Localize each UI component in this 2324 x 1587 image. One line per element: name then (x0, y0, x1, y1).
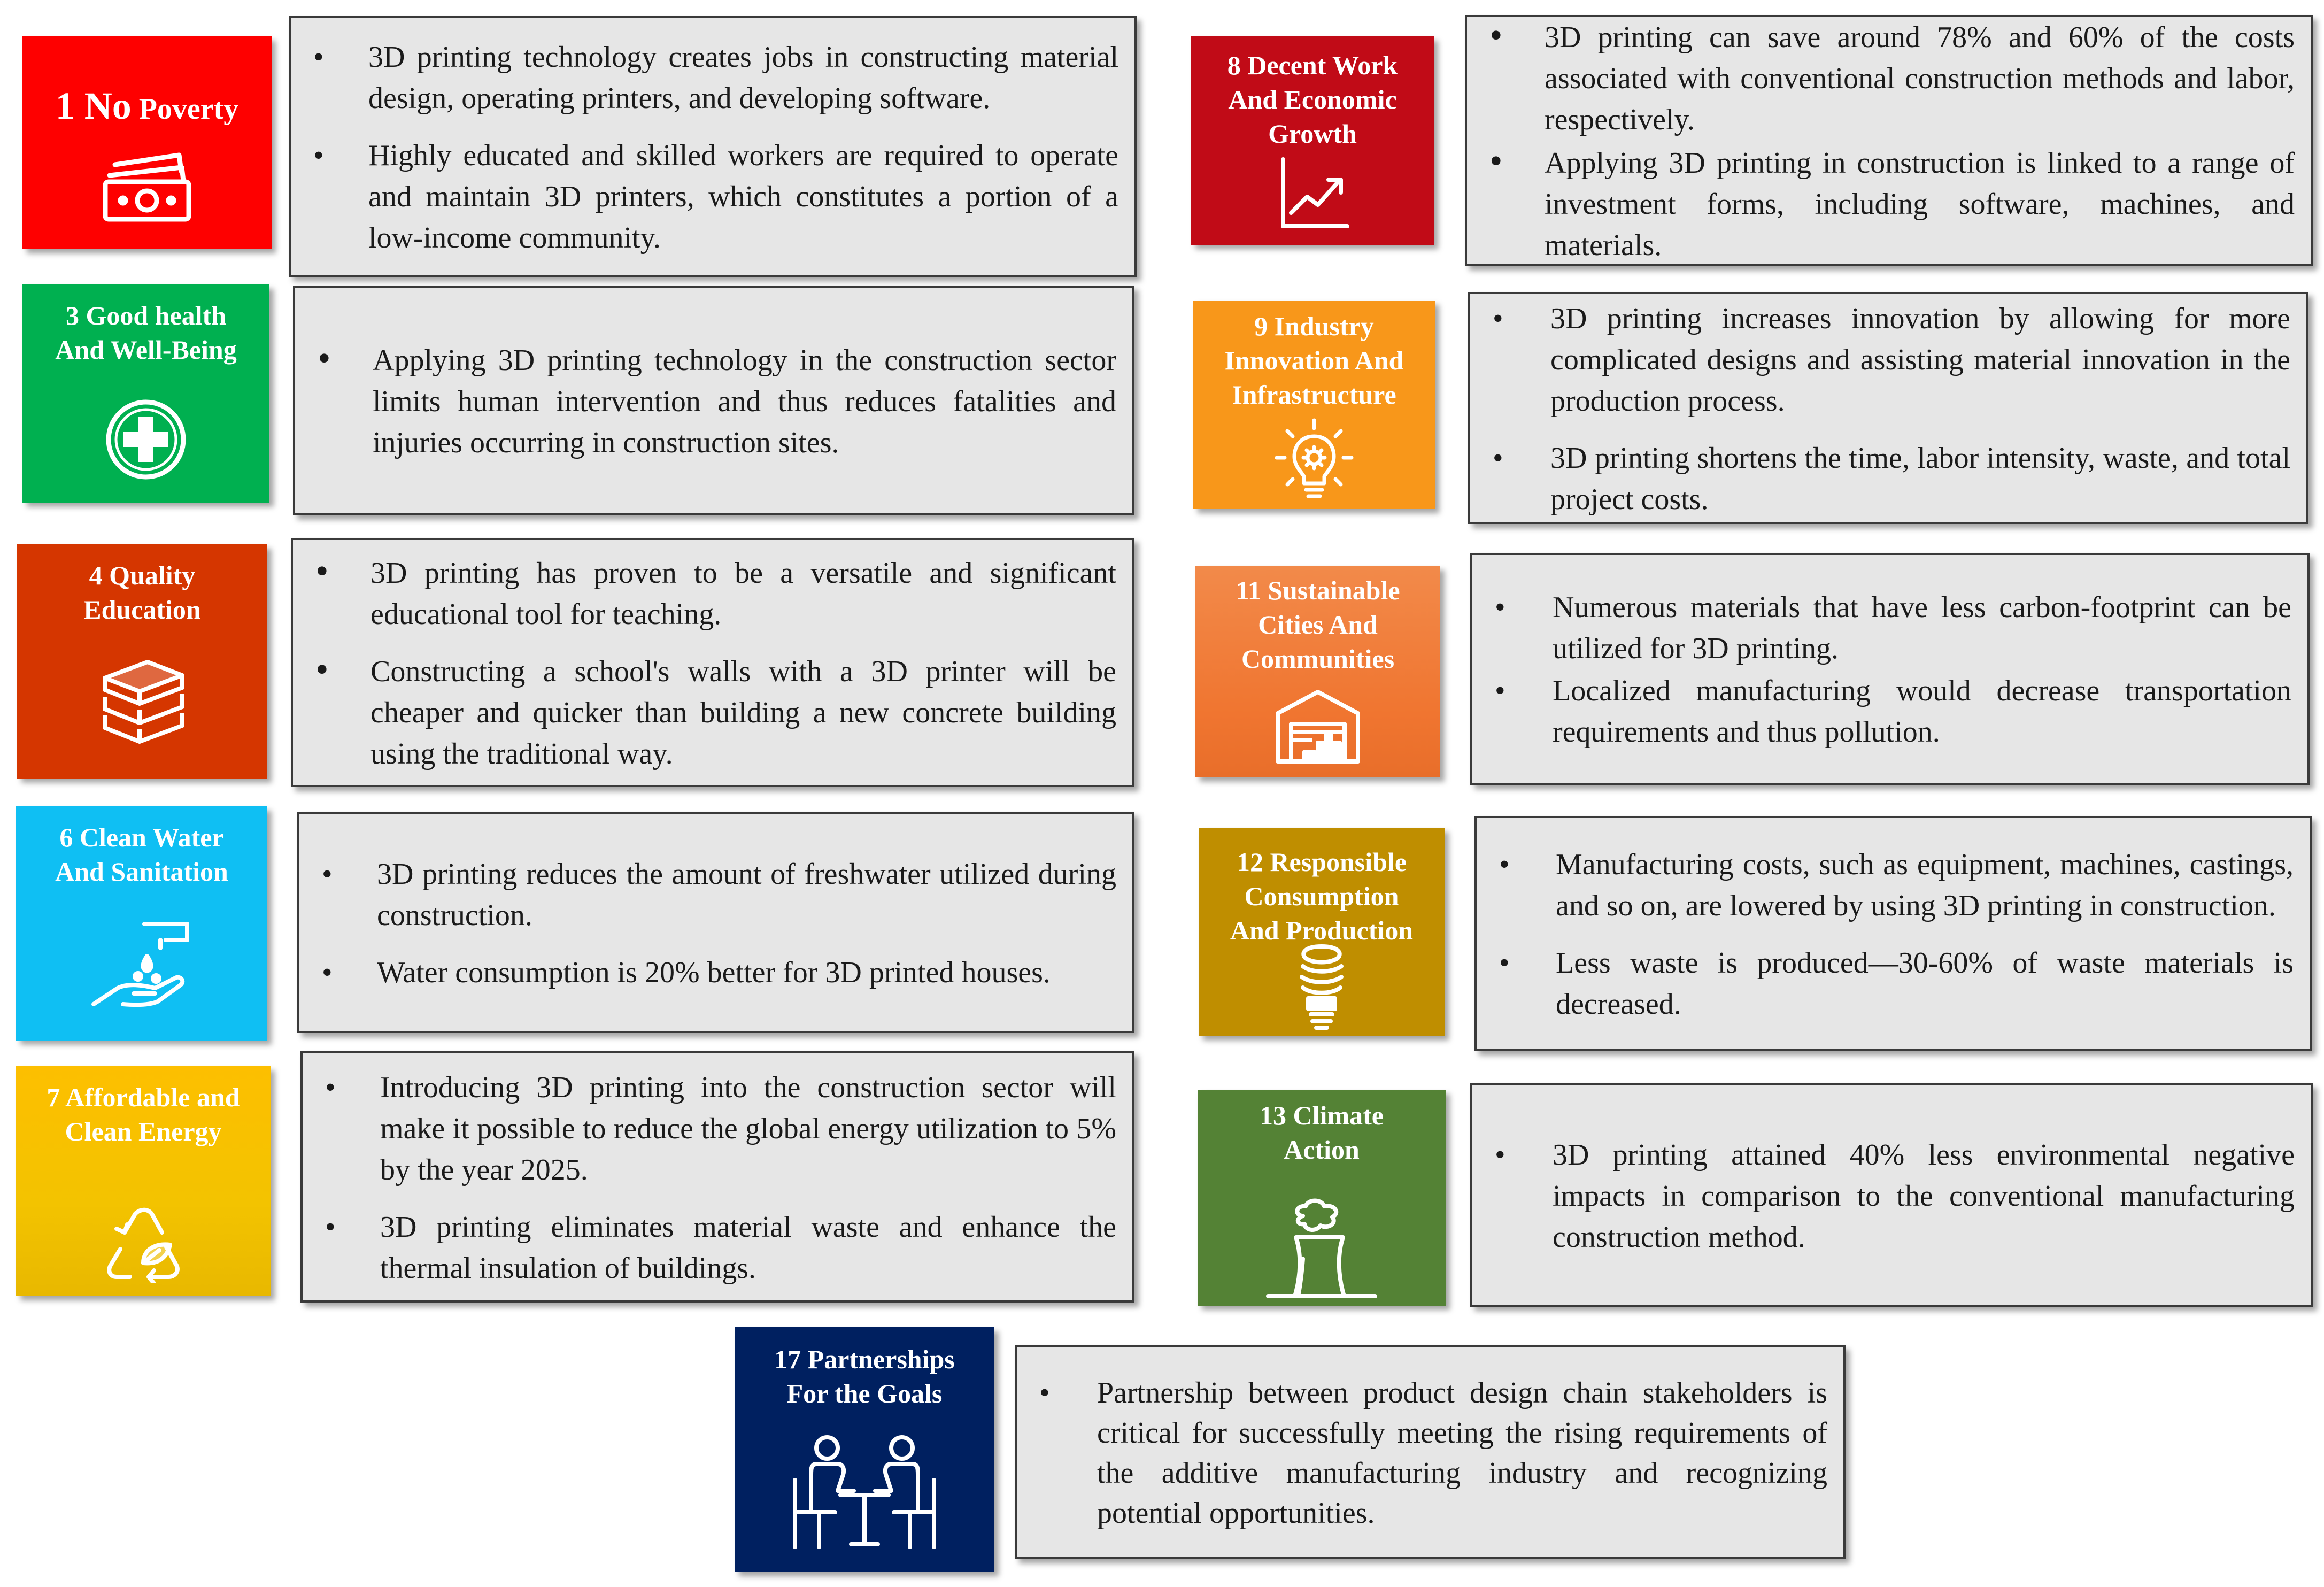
sdg6-bullet: • 3D printing reduces the amount of freshwater utilized during construction. (310, 854, 1116, 936)
money-icon (99, 143, 195, 226)
sdg1-title-prefix: 1 No (55, 84, 132, 127)
sdg11-box (1470, 553, 2310, 785)
sdg9-bullets (1481, 298, 2290, 520)
sdg17-tile (735, 1327, 994, 1572)
sdg1-bullets (302, 37, 1118, 259)
sdg11-bullet: • Localized manufacturing would decrease transportation requirements and thus pollution. (1483, 671, 2291, 753)
sdg9-tile (1193, 301, 1435, 509)
sdg6-bullets (310, 854, 1116, 993)
sdg8-tile (1191, 36, 1434, 245)
sdg17-title: 17 Partnerships For the Goals (774, 1344, 955, 1408)
growth-chart-icon (1272, 154, 1353, 237)
sdg7-title: 7 Affordable and Clean Energy (47, 1082, 240, 1146)
sdg8-box (1465, 15, 2313, 266)
sdg1-bullet: • Highly educated and skilled workers are required to operate and maintain 3D printers, which constitutes a portion of a low-income community. (302, 135, 1118, 259)
sdg11-bullet: • Numerous materials that have less carbon-footprint can be utilized for 3D printing. (1483, 587, 2291, 669)
sdg7-bullet: • 3D printing eliminates material waste and enhance the thermal insulation of buildings. (313, 1207, 1116, 1289)
sdg12-bullets (1487, 844, 2294, 1025)
sdg12-bullet: • Manufacturing costs, such as equipment, machines, castings, and so on, are lowered by using 3D printing in construction. (1487, 844, 2294, 927)
sdg6-tile (16, 806, 267, 1041)
sdg4-bullets (304, 553, 1116, 775)
sdg4-tile (17, 544, 267, 779)
sdg3-title: 3 Good health And Well-Being (55, 301, 237, 365)
sdg8-title: 8 Decent Work And Economic Growth (1227, 50, 1398, 149)
sdg1-tile (22, 36, 272, 249)
sdg11-title: 11 Sustainable Cities And Communities (1236, 575, 1400, 674)
sdg13-box (1470, 1083, 2313, 1307)
warehouse-icon (1272, 687, 1363, 769)
lightbulb-gear-icon (1269, 415, 1360, 509)
sdg12-box (1474, 816, 2312, 1051)
partnership-table-icon (787, 1432, 942, 1558)
sdg9-bullet: • 3D printing increases innovation by allowing for more complicated designs and assisting material innovation in the production process. (1481, 298, 2290, 422)
sdg13-bullets (1483, 1135, 2295, 1258)
sdg13-bullet: • 3D printing attained 40% less environmental negative impacts in comparison to the conventional manufacturing construction method. (1483, 1135, 2295, 1258)
sdg17-bullet: • Partnership between product design chain stakeholders is critical for successfully meeting the rising requirements of the additive manufacturing industry and recognizing potential opportunities. (1028, 1373, 1827, 1534)
water-hand-icon (86, 913, 198, 1018)
cfl-bulb-icon (1292, 942, 1351, 1036)
sdg4-bullet: • 3D printing has proven to be a versatile and significant educational tool for teaching. (304, 553, 1116, 635)
sdg3-bullets (306, 340, 1116, 464)
sdg7-box (300, 1051, 1134, 1303)
sdg17-box (1015, 1345, 1846, 1559)
sdg13-title: 13 Climate Action (1260, 1100, 1384, 1165)
sdg11-bullets (1483, 587, 2291, 753)
sdg7-bullet: • Introducing 3D printing into the construction sector will make it possible to reduce the global energy utilization to 5% by the year 2025. (313, 1067, 1116, 1191)
sdg4-box (291, 538, 1134, 787)
sdg9-bullet: • 3D printing shortens the time, labor intensity, waste, and total project costs. (1481, 438, 2290, 520)
sdg7-bullets (313, 1067, 1116, 1289)
sdg4-bullet: • Constructing a school's walls with a 3D printer will be cheaper and quicker than building a new concrete building using the traditional way. (304, 651, 1116, 775)
sdg4-title: 4 Quality Education (83, 560, 201, 625)
sdg8-bullets (1478, 17, 2295, 266)
sdg12-bullet: • Less waste is produced—30-60% of waste materials is decreased. (1487, 943, 2294, 1025)
books-icon (94, 657, 190, 750)
recycle-leaf-icon (103, 1203, 183, 1286)
sdg6-box (297, 812, 1134, 1033)
sdg9-box (1468, 292, 2308, 524)
sdg8-bullet: • Applying 3D printing in construction is linked to a range of investment forms, including software, machines, and materials. (1478, 143, 2295, 266)
sdg6-title: 6 Clean Water And Sanitation (55, 822, 228, 887)
sdg13-tile (1198, 1090, 1446, 1306)
sdg3-bullet: • Applying 3D printing technology in the construction sector limits human intervention and thus reduces fatalities and injuries occurring in construction sites. (306, 340, 1116, 464)
sdg11-tile (1195, 566, 1440, 777)
sdg17-bullets (1028, 1373, 1827, 1534)
sdg6-bullet: • Water consumption is 20% better for 3D printed houses. (310, 952, 1116, 993)
health-cross-icon (103, 397, 189, 485)
sdg1-title-rest: Poverty (131, 93, 239, 126)
sdg12-tile (1199, 828, 1445, 1036)
sdg3-tile (22, 284, 269, 503)
sdg3-box (293, 286, 1134, 515)
sdg9-title: 9 Industry Innovation And Infrastructure (1224, 311, 1404, 410)
sdg1-box (289, 16, 1137, 277)
sdg8-bullet: • 3D printing can save around 78% and 60% of the costs associated with conventional construction methods and labor, respectively. (1478, 17, 2295, 141)
sdg7-tile (16, 1066, 271, 1296)
sdg12-title: 12 Responsible Consumption And Production (1230, 847, 1414, 945)
factory-smoke-icon (1263, 1195, 1380, 1304)
sdg1-bullet: • 3D printing technology creates jobs in constructing material design, operating printers, and developing software. (302, 37, 1118, 119)
